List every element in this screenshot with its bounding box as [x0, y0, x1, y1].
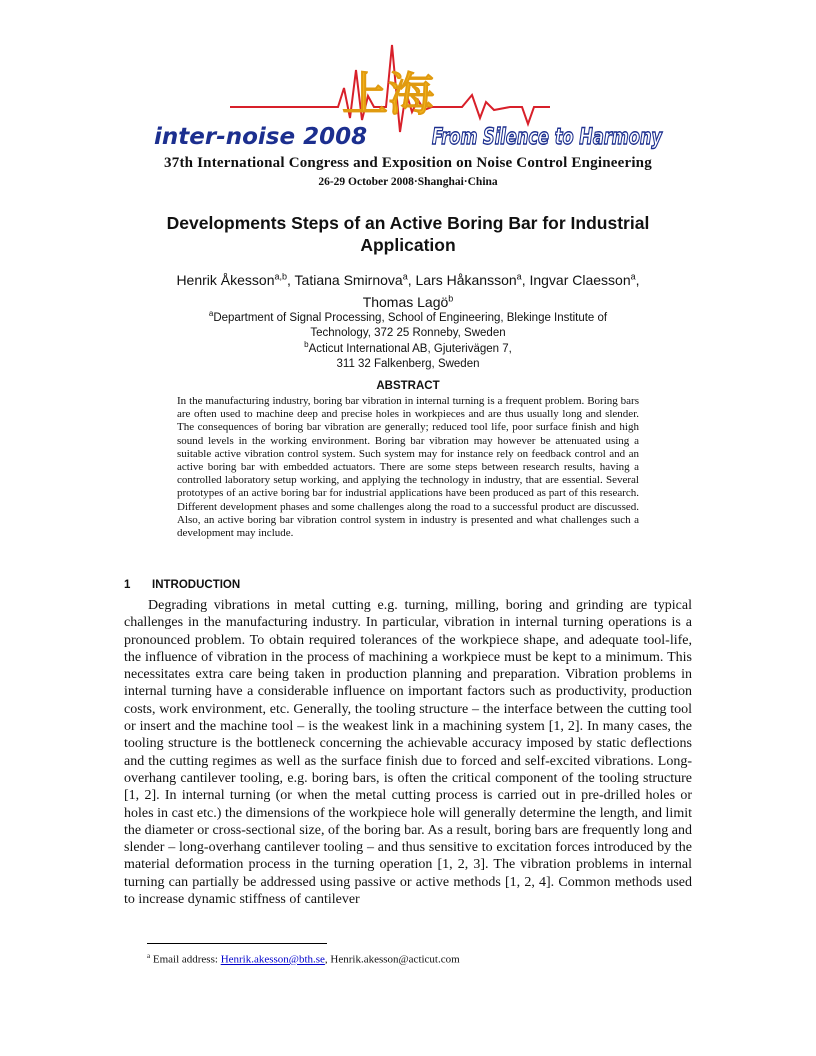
logo-inter-noise-text: inter-noise 2008: [154, 124, 368, 150]
affiliation-b: $^b$Acticut International AB, Gjuterivägen 7, 311 32 Falkenberg, Sweden: [304, 340, 512, 371]
author: Henrik Åkesson$^{a,b}$,: [176, 271, 295, 288]
conference-banner: [150, 40, 670, 158]
conference-title: 37th International Congress and Exposition on Noise Control Engineering: [164, 155, 652, 171]
logo-slogan-text: From Silence to Harmony: [432, 125, 664, 150]
author: Lars Håkansson$^a$,: [415, 271, 530, 288]
author: Thomas Lagö$^b$: [362, 293, 454, 311]
abstract-heading: ABSTRACT: [376, 380, 440, 392]
section-title: INTRODUCTION: [152, 579, 241, 591]
conference-dates: 26-29 October 2008·Shanghai·China: [318, 176, 498, 188]
section-heading: [124, 579, 240, 591]
abstract-text: In the manufacturing industry, boring bar vibration in internal turning is a frequent problem. Boring bars are often used to machine deep and precise holes in workpieces and are thus usually long and slender. The consequences of boring bar vibration are generally; reduced tool life, poor surface finish and high sound levels in the working environment. Boring bar vibration may however be attenuated using a suitable active vibration control system. Such system may for instance rely on feedback control and an active boring bar with embedded actuators. There are some steps between research results, having a controlled laboratory setup working, and applying the technology in industry, that are essential. Several prototypes of an active boring bar for industrial applications have been produced as part of this research. Different development phases and some challenges along the road to a successful product are discussed. Also, an active boring bar vibration control system in industry is presented and what challenges such a development may include.: [177, 395, 639, 540]
author: Ingvar Claesson$^a$,: [529, 271, 640, 288]
footnote-divider: [147, 943, 327, 944]
section-body-text: Degrading vibrations in metal cutting e.g. turning, milling, boring and grinding are typical challenges in the manufacturing industry. In particular, vibration in internal turning operations is a pronounced problem. To obtain required tolerances of the workpiece shape, and adequate tool-life, the influence of vibration in the process of machining a workpiece must be kept to a minimum. This necessitates extra care being taken in production planning and preparation. Vibration problems in internal turning have a considerable influence on important factors such as productivity, production costs, work environment, etc. Generally, the tooling structure – the interface between the cutting tool or insert and the machine tool – is the weakest link in a machining system [1, 2]. In many cases, the tooling structure is the bottleneck concerning the achievable accuracy imposed by static deflections and the cutting regimes as well as the surface finish due to forced and self-excited vibrations. Long-overhang cantilever tooling, e.g. boring bars, is often the critical component of the tooling structure [1, 2]. In internal turning (or when the metal cutting process is carried out in pre-drilled holes or holes in cast etc.) the dimensions of the workpiece hole will generally determine the length, and limit the diameter or cross-sectional size, of the boring bar. As a result, boring bars are frequently long and slender – long-overhang cantilever tooling – and thus sensitive to excitation forces introduced by the material deformation process in the turning operation [1, 2, 3]. The vibration problems in internal turning can partially be addressed using passive or active methods [1, 2, 4]. Common methods used to increase dynamic stiffness of cantilever: [124, 598, 692, 908]
affiliation-a: $^a$Department of Signal Processing, School of Engineering, Blekinge Institute of Technology, 372 25 Ronneby, Sweden: [208, 309, 608, 340]
footnote: $^a$ Email address: Henrik.akesson@bth.se, Henrik.akesson@acticut.com: [147, 952, 460, 966]
paper-title: Developments Steps of an Active Boring Bar for Industrial Application: [166, 213, 650, 255]
logo-chinese-text: 上海: [342, 67, 434, 121]
email-link[interactable]: Henrik.akesson@bth.se: [220, 953, 325, 966]
email-text: Henrik.akesson@acticut.com: [330, 953, 460, 966]
section-number: 1: [124, 579, 131, 591]
author: Tatiana Smirnova$^a$,: [294, 271, 416, 288]
conference-logo: [150, 40, 670, 158]
